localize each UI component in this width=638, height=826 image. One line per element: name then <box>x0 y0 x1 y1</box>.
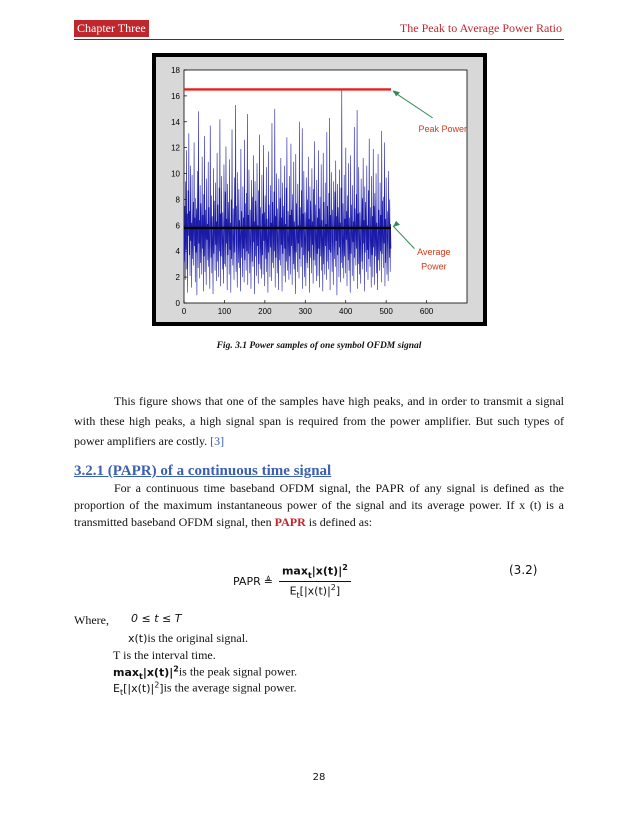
denominator-close: ] <box>335 584 341 598</box>
peak-exponent: 2 <box>173 664 179 673</box>
page-number: 28 <box>312 772 326 783</box>
average-description: is the average signal power. <box>163 680 297 695</box>
average-subscript: t <box>119 687 124 697</box>
paragraph-1 <box>74 391 564 451</box>
numerator-expression: |x(t)| <box>311 564 343 578</box>
average-power-annotation-line2: Power <box>421 261 447 272</box>
y-tick-label: 12 <box>171 143 180 153</box>
papr-equation <box>233 563 351 600</box>
denominator-exponent: 2 <box>330 582 336 592</box>
y-tick-label: 8 <box>175 195 180 205</box>
x-tick-label: 600 <box>419 307 434 316</box>
paragraph-2-text: For a continuous time baseband OFDM signal, the PAPR of any signal is defined as the proportion of the maximum instantaneous power of the signal and its average power. If x (t) is a transmitted baseband OFDM signal, then <box>74 481 564 529</box>
equation-number: (3.2) <box>509 563 538 577</box>
where-item-average <box>113 680 297 697</box>
header-rule <box>74 39 564 40</box>
x-tick-label: 200 <box>258 307 272 316</box>
expectation-subscript: t <box>296 590 300 600</box>
equation-fraction <box>279 563 351 600</box>
peak-power-annotation: Peak Power <box>418 124 468 135</box>
where-label: Where, <box>74 613 109 627</box>
x-tick-label: 300 <box>298 307 312 316</box>
y-tick-label: 2 <box>175 273 180 283</box>
expectation-operator: E <box>289 584 297 598</box>
where-item-signal <box>113 631 248 646</box>
peak-expression: |x(t)| <box>142 665 174 679</box>
where-item-interval: T is the interval time. <box>113 648 216 662</box>
time-range: 0 ≤ t ≤ T <box>131 612 182 625</box>
average-expression: [|x(t)| <box>123 681 155 695</box>
max-operator: max <box>281 564 308 578</box>
equation-denominator <box>290 582 341 600</box>
y-tick-label: 14 <box>171 117 180 127</box>
equation-lhs: PAPR <box>233 574 261 588</box>
figure-frame <box>152 53 487 326</box>
y-tick-label: 10 <box>171 169 180 179</box>
peak-description: is the peak signal power. <box>178 664 298 679</box>
paragraph-2 <box>74 480 564 531</box>
equation-relation: ≜ <box>263 574 273 588</box>
y-tick-label: 0 <box>175 299 180 308</box>
paragraph-2-end: is defined as: <box>308 515 373 529</box>
y-tick-label: 6 <box>175 221 180 231</box>
peak-symbol <box>113 666 179 679</box>
section-title: 3.2.1 (PAPR) of a continuous time signal <box>74 463 332 479</box>
where-item-peak <box>113 664 297 681</box>
average-power-annotation-line1: Average <box>417 247 451 258</box>
chapter-label: Chapter Three <box>74 20 149 37</box>
numerator-exponent: 2 <box>342 563 348 572</box>
xt-description: is the original signal. <box>147 631 249 645</box>
power-samples-chart <box>152 53 487 326</box>
xt-symbol: x(t) <box>128 632 148 645</box>
x-tick-label: 500 <box>379 307 393 316</box>
x-tick-label: 400 <box>339 307 353 316</box>
peak-max-operator: max <box>113 665 139 679</box>
y-tick-label: 16 <box>171 91 180 101</box>
average-exponent: 2 <box>154 680 160 689</box>
average-close: ] <box>159 681 164 695</box>
average-operator: E <box>113 681 120 695</box>
y-tick-label: 4 <box>175 247 180 257</box>
figure-caption: Fig. 3.1 Power samples of one symbol OFDM signal <box>216 341 422 351</box>
x-tick-label: 100 <box>217 307 232 316</box>
papr-term: PAPR <box>274 515 306 529</box>
y-tick-label: 18 <box>171 66 180 75</box>
x-tick-label: 0 <box>181 307 187 316</box>
paragraph-1-text: This figure shows that one of the samples have high peaks, and in order to transmit a signal with these high peaks, a high signal span is required from the power amplifier. But such types of power amplifiers are costly. <box>74 394 564 448</box>
citation-link[interactable]: [3] <box>210 434 225 448</box>
peak-subscript: t <box>138 671 143 681</box>
equation-numerator <box>279 563 351 582</box>
header-title: The Peak to Average Power Ratio <box>399 21 562 35</box>
max-subscript: t <box>307 570 312 580</box>
average-symbol <box>113 682 164 695</box>
denominator-expression: [|x(t)| <box>299 584 331 598</box>
